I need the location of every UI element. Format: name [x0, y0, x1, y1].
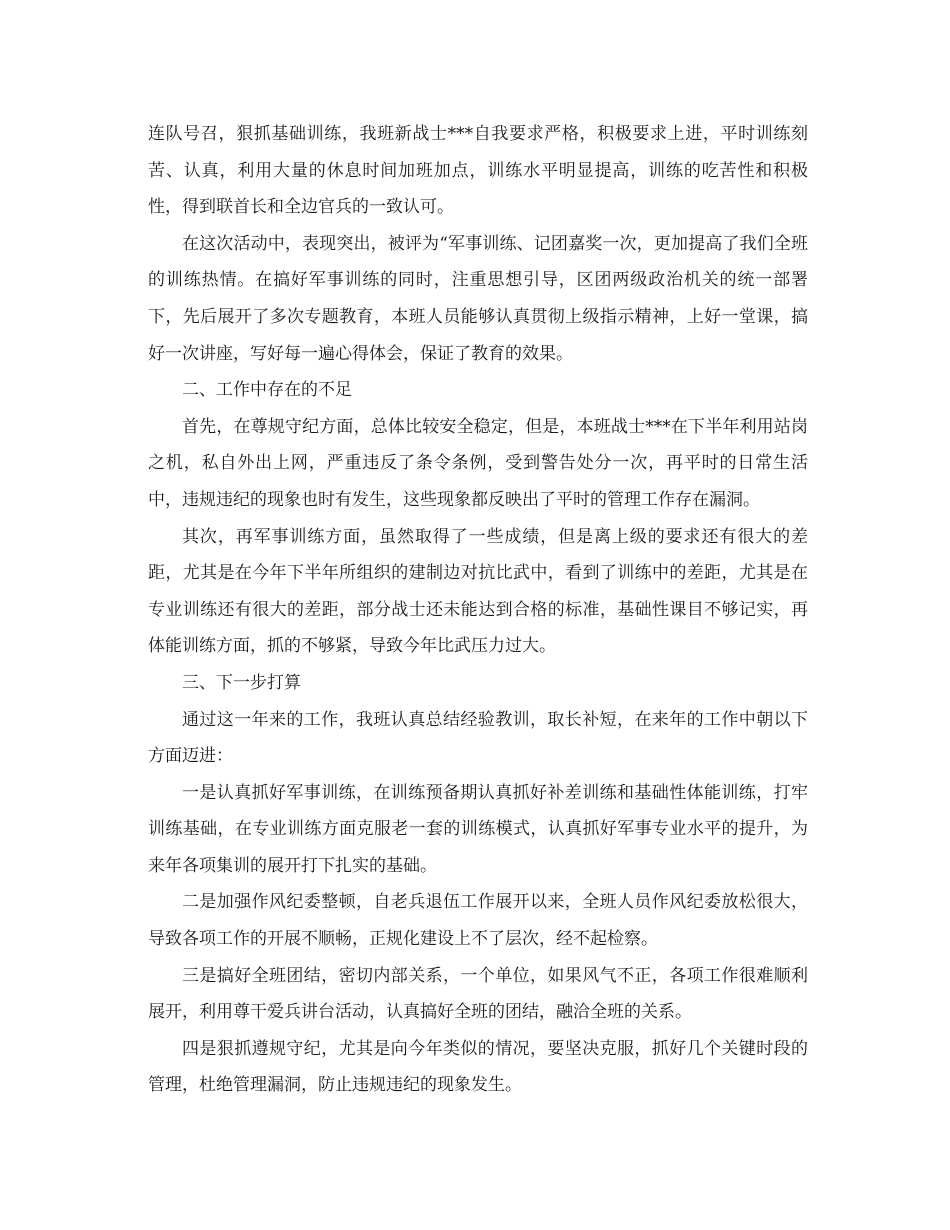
paragraph-5: 通过这一年来的工作，我班认真总结经验教训，取长补短，在来年的工作中朝以下方面迈进： — [148, 709, 808, 767]
paragraph-6: 一是认真抓好军事训练，在训练预备期认真抓好补差训练和基础性体能训练，打牢训练基础，在专业训练方面克服老一套的训练模式，认真抓好军事专业水平的提升，为来年各项集训的展开打下扎实的基础。 — [148, 782, 808, 876]
section-heading-next-steps: 三、下一步打算 — [182, 672, 301, 693]
paragraph-9: 四是狠抓遵规守纪，尤其是向今年类似的情况，要坚决克服，抓好几个关键时段的管理，杜绝管理漏洞，防止违规违纪的现象发生。 — [148, 1038, 808, 1096]
paragraph-8: 三是搞好全班团结，密切内部关系，一个单位，如果风气不正，各项工作很难顺利展开，利用尊干爱兵讲台活动，认真搞好全班的团结，融洽全班的关系。 — [148, 965, 808, 1023]
section-heading-shortcomings: 二、工作中存在的不足 — [182, 380, 352, 401]
document-body — [148, 116, 808, 1104]
paragraph-3: 首先，在尊规守纪方面，总体比较安全稳定，但是，本班战士***在下半年利用站岗之机，私自外出上网，严重违反了条令条例，受到警告处分一次，再平时的日常生活中，违规违纪的现象也时有发生，这些现象都反映出了平时的管理工作存在漏洞。 — [148, 416, 808, 510]
paragraph-2: 在这次活动中，表现突出，被评为“军事训练、记团嘉奖一次，更加提高了我们全班的训练热情。在搞好军事训练的同时，注重思想引导，区团两级政治机关的统一部署下，先后展开了多次专题教育，本班人员能够认真贯彻上级指示精神，上好一堂课，搞好一次讲座，写好每一遍心得体会，保证了教育的效果。 — [148, 233, 808, 364]
paragraph-4: 其次，再军事训练方面，虽然取得了一些成绩，但是离上级的要求还有很大的差距，尤其是在今年下半年所组织的建制边对抗比武中，看到了训练中的差距，尤其是在专业训练还有很大的差距，部分战士还未能达到合格的标准，基础性课目不够记实，再体能训练方面，抓的不够紧，导致今年比武压力过大。 — [148, 526, 808, 657]
paragraph-7: 二是加强作风纪委整顿，自老兵退伍工作展开以来，全班人员作风纪委放松很大，导致各项工作的开展不顺畅，正规化建设上不了层次，经不起检察。 — [148, 892, 808, 950]
paragraph-1: 连队号召，狠抓基础训练，我班新战士***自我要求严格，积极要求上进，平时训练刻苦、认真，利用大量的休息时间加班加点，训练水平明显提高，训练的吃苦性和积极性，得到联首长和全边官兵的一致认可。 — [148, 124, 808, 218]
